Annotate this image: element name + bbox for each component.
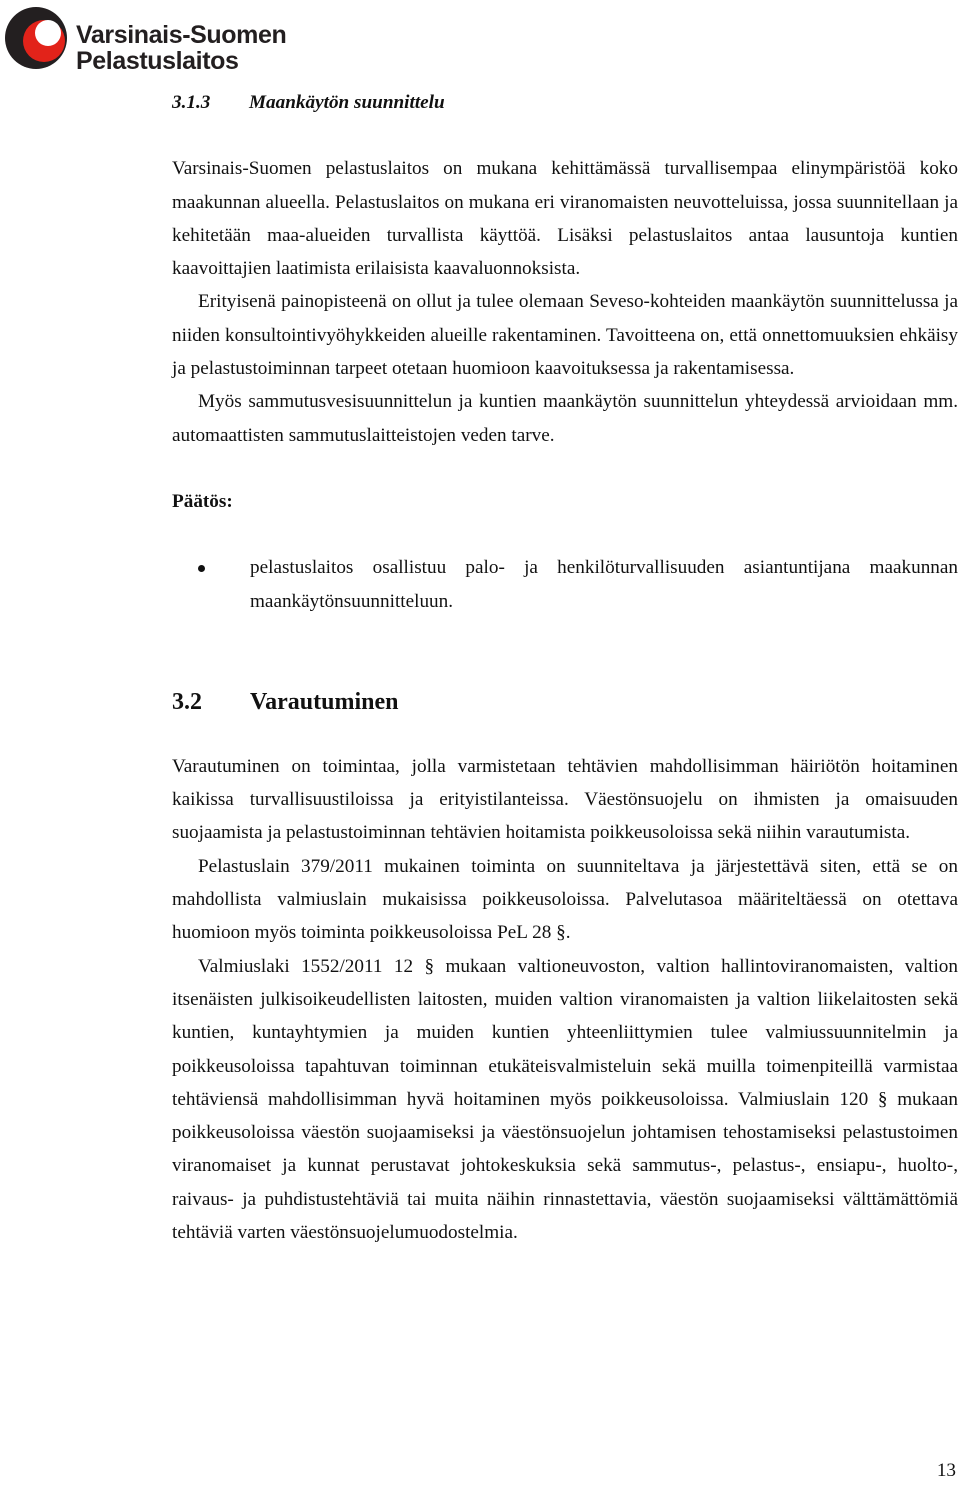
list-item <box>172 551 958 618</box>
paragraph: Valmiuslaki 1552/2011 12 § mukaan valtioneuvoston, valtion hallintoviranomaisten, valtion itsenäisten julkisoikeudellisten laitosten, muiden valtion viranomaisten ja valtion liikelaitosten sekä kuntien, kuntayhtymien ja muiden kuntien yhteenliittymien tulee valmiussuunnitelmin ja poikkeusoloissa tapahtuvan toiminnan etukäteisvalmisteluin sekä muilla toimenpiteillä varmistaa tehtäviensä mahdollisimman hyvä hoitaminen myös poikkeusoloissa. Valmiuslain 120 § mukaan poikkeusoloissa väestön suojaamiseksi ja väestönsuojelun johtamisen tehostamiseksi pelastustoimen viranomaiset ja kunnat perustavat johtokeskuksia sekä sammutus-, pelastus-, ensiapu-, huolto-, raivaus- ja puhdistustehtäviä tai muita näihin rinnastettavia, väestön suojaamiseksi välttämättömiä tehtäviä varten väestönsuojelumuodostelmia. <box>172 955 958 1244</box>
logo-wordmark <box>76 22 286 74</box>
section-heading-3-1-3 <box>172 86 958 119</box>
paragraph: Varsinais-Suomen pelastuslaitos on mukana kehittämässä turvallisempaa elinympäristöä koko maakunnan alueella. Pelastuslaitos on mukana eri viranomaisten neuvotteluissa, jossa suunnitellaan ja kehitetään maa-alueiden turvallista käyttöä. Lisäksi pelastuslaitos antaa lausuntoja kuntien kaavoittajien laatimista erilaisista kaavaluonnoksista. <box>172 158 958 280</box>
paragraph: Erityisenä painopisteenä on ollut ja tulee olemaan Seveso-kohteiden maankäytön suunnittelussa ja niiden konsultointivyöhykkeiden alueille rakentaminen. Tavoitteena on, että onnettomuuksien ehkäisy ja pelastustoiminnan tarpeet otetaan huomioon kaavoituksessa ja rakentamisessa. <box>172 291 958 380</box>
section-number: 3.1.3 <box>172 92 211 113</box>
decision-list <box>172 551 958 618</box>
paragraph: Myös sammutusvesisuunnittelun ja kuntien maankäytön suunnittelun yhteydessä arvioidaan mm. automaattisten sammutuslaitteistojen veden tarve. <box>172 391 958 446</box>
list-item-text: pelastuslaitos osallistuu palo- ja henkilöturvallisuuden asiantuntijana maakunnan maankäytönsuunnitteluun. <box>250 557 958 612</box>
logo-line-1: Varsinais-Suomen <box>76 21 287 49</box>
bullet-icon <box>198 565 205 572</box>
paragraph: Pelastuslain 379/2011 mukainen toiminta on suunniteltava ja järjestettävä siten, että se on mahdollista valmiuslain mukaisissa poikkeusoloissa. Palvelutasoa määriteltäessä on otettava huomioon myös toiminta poikkeusoloissa PeL 28 §. <box>172 855 958 944</box>
page-number: 13 <box>936 1460 956 1481</box>
paragraph: Varautuminen on toimintaa, jolla varmistetaan tehtävien mahdollisimman häiriötön hoitaminen kaikissa turvallisuustiloissa ja erityistilanteissa. Väestönsuojelu on ihmisten ja omaisuuden suojaamista ja pelastustoiminnan tehtävien hoitamista poikkeusoloissa sekä niihin varautumista. <box>172 755 958 844</box>
section-title: Varautuminen <box>250 688 399 715</box>
logo-line-2: Pelastuslaitos <box>76 47 239 75</box>
decision-label: Päätös: <box>172 490 233 512</box>
document-body <box>172 86 958 1249</box>
section-number: 3.2 <box>172 688 202 715</box>
section-title: Maankäytön suunnittelu <box>249 92 445 113</box>
organization-logo <box>2 2 287 78</box>
section-heading-3-2 <box>172 684 958 720</box>
pelastuslaitos-logo-icon <box>4 2 68 74</box>
